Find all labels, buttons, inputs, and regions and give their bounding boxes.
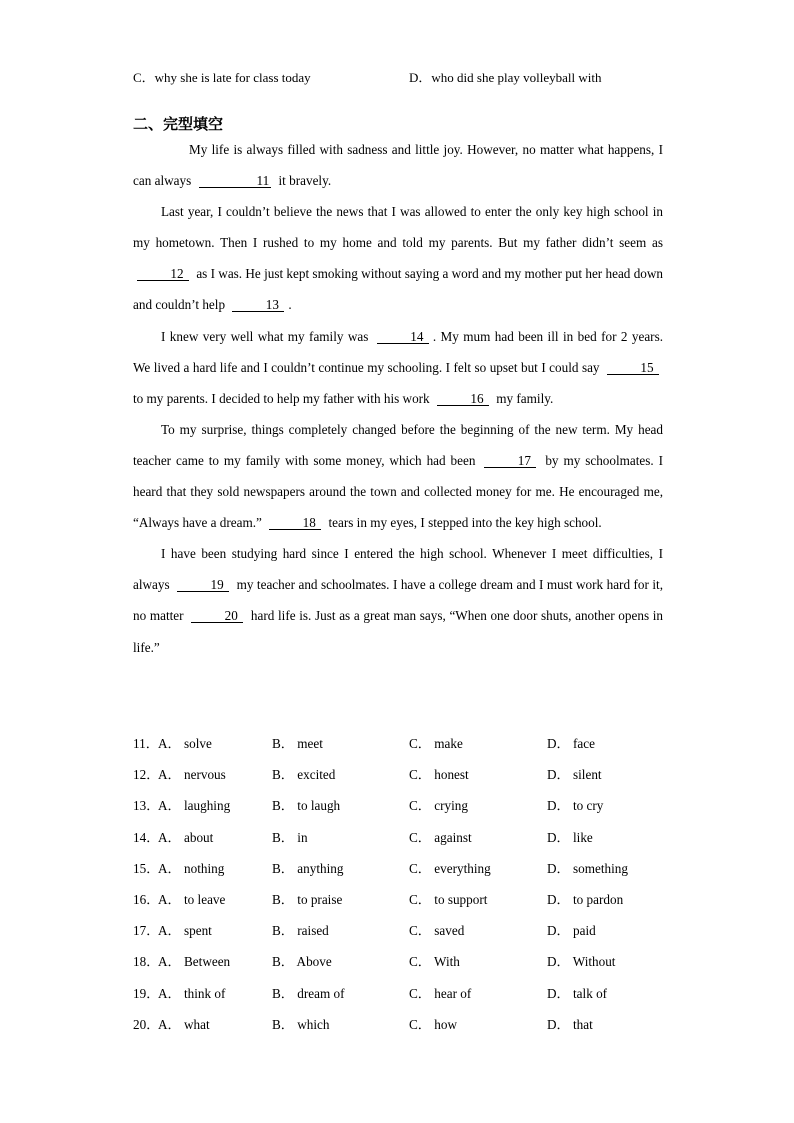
option-c: C． to support (409, 891, 488, 907)
blank-12: 12 (137, 267, 189, 281)
option-a: A． what (158, 1016, 210, 1032)
option-b: B． anything (272, 860, 344, 876)
text: Last year, I couldn’t believe the news that I was allowed to enter the only key high school in my hometown. Then I rushed to my home and told my parents. But my father didn’t seem as (133, 204, 663, 251)
text: My life is always filled with sadness and little joy. However, no matter what happens, I can always (133, 142, 663, 189)
text: . My mum had been ill in bed for 2 years. We lived a hard life and I couldn’t continue my schooling. I felt so upset but I could say (133, 328, 664, 375)
blank-13: 13 (232, 298, 284, 312)
text: tears in my eyes, I stepped into the key high school. (328, 515, 602, 531)
paragraph-2 (133, 196, 663, 320)
blank-19: 19 (177, 578, 229, 592)
paragraph-4 (133, 414, 663, 538)
option-d: D．who did she play volleyball with (409, 70, 602, 85)
text: by my schoolmates. I heard that they sold newspapers around the town and collected money for me. He encouraged me, “Always have a dream.” (133, 452, 664, 531)
question-number: 17． (133, 923, 160, 939)
text: . (288, 297, 292, 313)
text: I knew very well what my family was (161, 328, 369, 344)
question-row (133, 851, 673, 882)
section-title: 二、完型填空 (133, 115, 224, 133)
option-d: D． to cry (547, 798, 604, 814)
blank-18: 18 (269, 516, 321, 530)
option-a: A． laughing (158, 798, 231, 814)
text: to my parents. I decided to help my father with his work (133, 390, 430, 406)
text: my teacher and schoolmates. I have a college dream and I must work hard for it, no matter (133, 577, 663, 624)
cloze-passage (133, 134, 663, 663)
option-d: D． something (547, 860, 628, 876)
option-a: A． nothing (158, 860, 225, 876)
option-b: B． in (272, 829, 308, 845)
blank-16: 16 (437, 392, 489, 406)
option-c: C． how (409, 1016, 457, 1032)
option-a: A． think of (158, 985, 226, 1001)
blank-20: 20 (191, 609, 243, 623)
text: as I was. He just kept smoking without saying a word and my mother put her head down and couldn’t help (133, 266, 663, 313)
question-number: 16． (133, 891, 160, 907)
option-b: B． to praise (272, 891, 343, 907)
question-row (133, 1007, 673, 1038)
option-c: C． saved (409, 923, 465, 939)
option-d: D． silent (547, 767, 602, 783)
question-options-list (133, 726, 673, 1038)
blank-11: 11 (199, 174, 272, 188)
question-number: 15． (133, 860, 160, 876)
question-row (133, 882, 673, 913)
question-row (133, 726, 673, 757)
question-number: 11． (133, 736, 159, 751)
question-row (133, 788, 673, 819)
question-row (133, 976, 673, 1007)
blank-15: 15 (607, 361, 659, 375)
option-d: D． talk of (547, 985, 608, 1001)
option-c: C． against (409, 829, 472, 845)
option-b: B． dream of (272, 985, 345, 1001)
option-b: B． raised (272, 923, 329, 939)
option-c: C． hear of (409, 985, 472, 1001)
option-c: C． everything (409, 860, 491, 876)
option-d: D． paid (547, 923, 596, 939)
option-d: D． to pardon (547, 891, 624, 907)
text: my family. (496, 390, 554, 406)
option-c: C． With (409, 954, 460, 970)
option-d: D． like (547, 829, 593, 845)
paragraph-3 (133, 321, 663, 414)
text: hard life is. Just as a great man says, “When one door shuts, another opens in life.” (133, 608, 664, 655)
option-c: C． crying (409, 798, 468, 814)
option-a: A． nervous (158, 767, 226, 783)
option-a: A． spent (158, 923, 212, 939)
question-number: 14． (133, 829, 160, 845)
option-c: C． make (409, 736, 463, 751)
paragraph-5 (133, 538, 663, 662)
option-a: A． to leave (158, 891, 226, 907)
option-b: B． excited (272, 767, 336, 783)
option-a: A． solve (158, 736, 212, 751)
blank-14: 14 (377, 330, 429, 344)
option-b: B． Above (272, 954, 332, 970)
text: it bravely. (278, 173, 332, 189)
option-d: D． Without (547, 954, 616, 970)
option-a: A． about (158, 829, 214, 845)
option-b: B． to laugh (272, 798, 341, 814)
option-d: D． face (547, 736, 595, 751)
blank-17: 17 (484, 454, 536, 468)
option-c: C． honest (409, 767, 469, 783)
question-row (133, 944, 673, 975)
paragraph-1 (133, 134, 663, 196)
question-number: 13． (133, 798, 160, 814)
option-b: B． meet (272, 736, 323, 751)
question-number: 20． (133, 1016, 160, 1032)
text: To my surprise, things completely changed before the beginning of the new term. My head teacher came to my family with some money, which had been (133, 421, 663, 468)
question-number: 19． (133, 985, 160, 1001)
question-row (133, 913, 673, 944)
question-number: 18． (133, 954, 160, 970)
option-c: C．why she is late for class today (133, 70, 311, 85)
question-row (133, 820, 673, 851)
text: I have been studying hard since I entered the high school. Whenever I meet difficulties, I always (133, 546, 663, 593)
option-d: D． that (547, 1016, 593, 1032)
question-row (133, 757, 673, 788)
option-a: A． Between (158, 954, 231, 970)
question-number: 12． (133, 767, 160, 783)
option-b: B． which (272, 1016, 330, 1032)
